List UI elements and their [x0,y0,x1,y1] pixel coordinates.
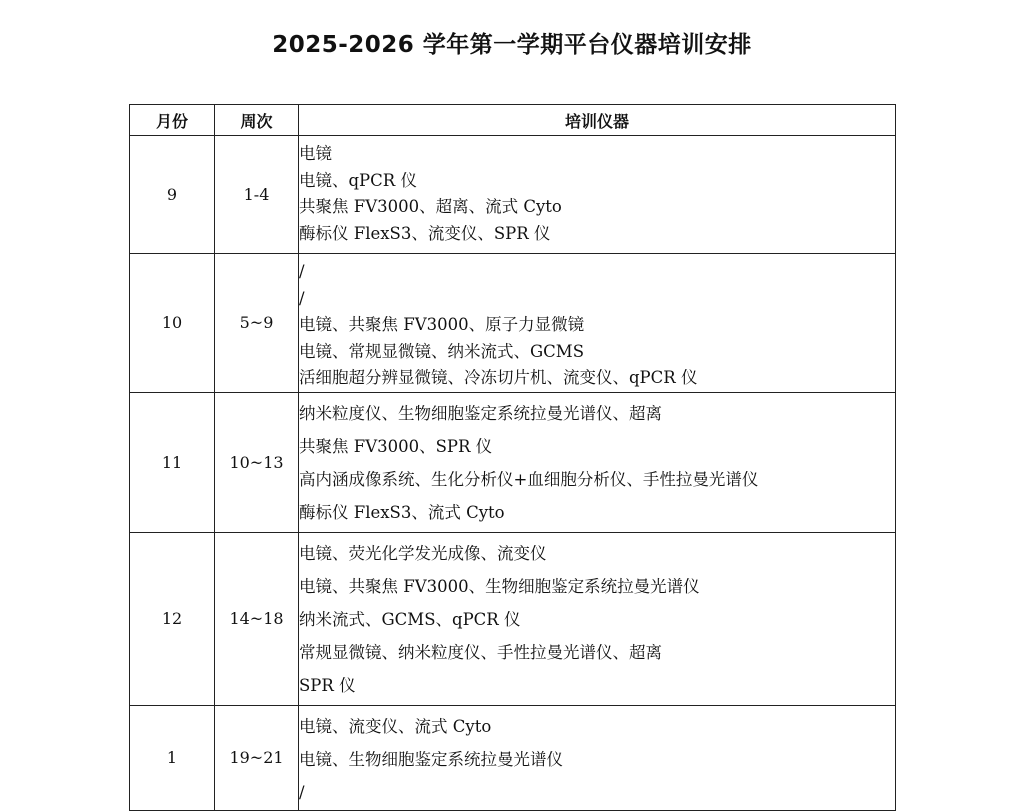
instrument-line: 电镜、qPCR 仪 [299,170,417,190]
table-row [130,392,896,532]
week-cell: 1-4 [215,136,299,254]
week-cell: 5~9 [215,254,299,393]
month-cell: 9 [130,136,215,254]
header-instruments: 培训仪器 [299,105,896,136]
week-cell: 10~13 [215,392,299,532]
instrument-line: 共聚焦 FV3000、超离、流式 Cyto [299,197,562,216]
instrument-line: 纳米流式、GCMS、qPCR 仪 [299,609,521,629]
table-row [130,136,896,254]
table-row [130,254,896,393]
instrument-line: 电镜、生物细胞鉴定系统拉曼光谱仪 [299,749,563,769]
table-row [130,532,896,705]
instrument-line: 共聚焦 FV3000、SPR 仪 [299,436,493,456]
instruments-cell [299,392,896,532]
instrument-line: SPR 仪 [299,675,356,695]
instrument-line: / [299,288,305,308]
instrument-line: 电镜、共聚焦 FV3000、原子力显微镜 [299,315,585,334]
instrument-line: 纳米粒度仪、生物细胞鉴定系统拉曼光谱仪、超离 [299,403,662,423]
header-month: 月份 [130,105,215,136]
instrument-line: 酶标仪 FlexS3、流变仪、SPR 仪 [299,223,551,243]
instrument-line: 酶标仪 FlexS3、流式 Cyto [299,502,505,522]
instrument-line: / [299,262,305,281]
instruments-cell [299,254,896,393]
header-week: 周次 [215,105,299,136]
instrument-line: 电镜 [299,144,332,163]
instruments-cell [299,136,896,254]
instrument-line: 电镜、流变仪、流式 Cyto [299,716,492,736]
instruments-cell [299,705,896,810]
instrument-line: 电镜、常规显微镜、纳米流式、GCMS [299,341,585,361]
instruments-cell [299,532,896,705]
training-schedule-table [129,104,896,811]
week-cell: 14~18 [215,532,299,705]
month-cell: 10 [130,254,215,393]
month-cell: 12 [130,532,215,705]
instrument-line: 常规显微镜、纳米粒度仪、手性拉曼光谱仪、超离 [299,642,662,662]
month-cell: 1 [130,705,215,810]
page-title: 2025-2026 学年第一学期平台仪器培训安排 [272,32,752,58]
instrument-line: 高内涵成像系统、生化分析仪+血细胞分析仪、手性拉曼光谱仪 [299,469,759,489]
instrument-line: / [299,782,305,802]
instrument-line: 电镜、共聚焦 FV3000、生物细胞鉴定系统拉曼光谱仪 [299,576,700,596]
week-cell: 19~21 [215,705,299,810]
table-header-row [130,105,896,136]
instrument-line: 电镜、荧光化学发光成像、流变仪 [299,543,547,563]
month-cell: 11 [130,392,215,532]
table-row [130,705,896,810]
instrument-line: 活细胞超分辨显微镜、冷冻切片机、流变仪、qPCR 仪 [299,368,698,387]
